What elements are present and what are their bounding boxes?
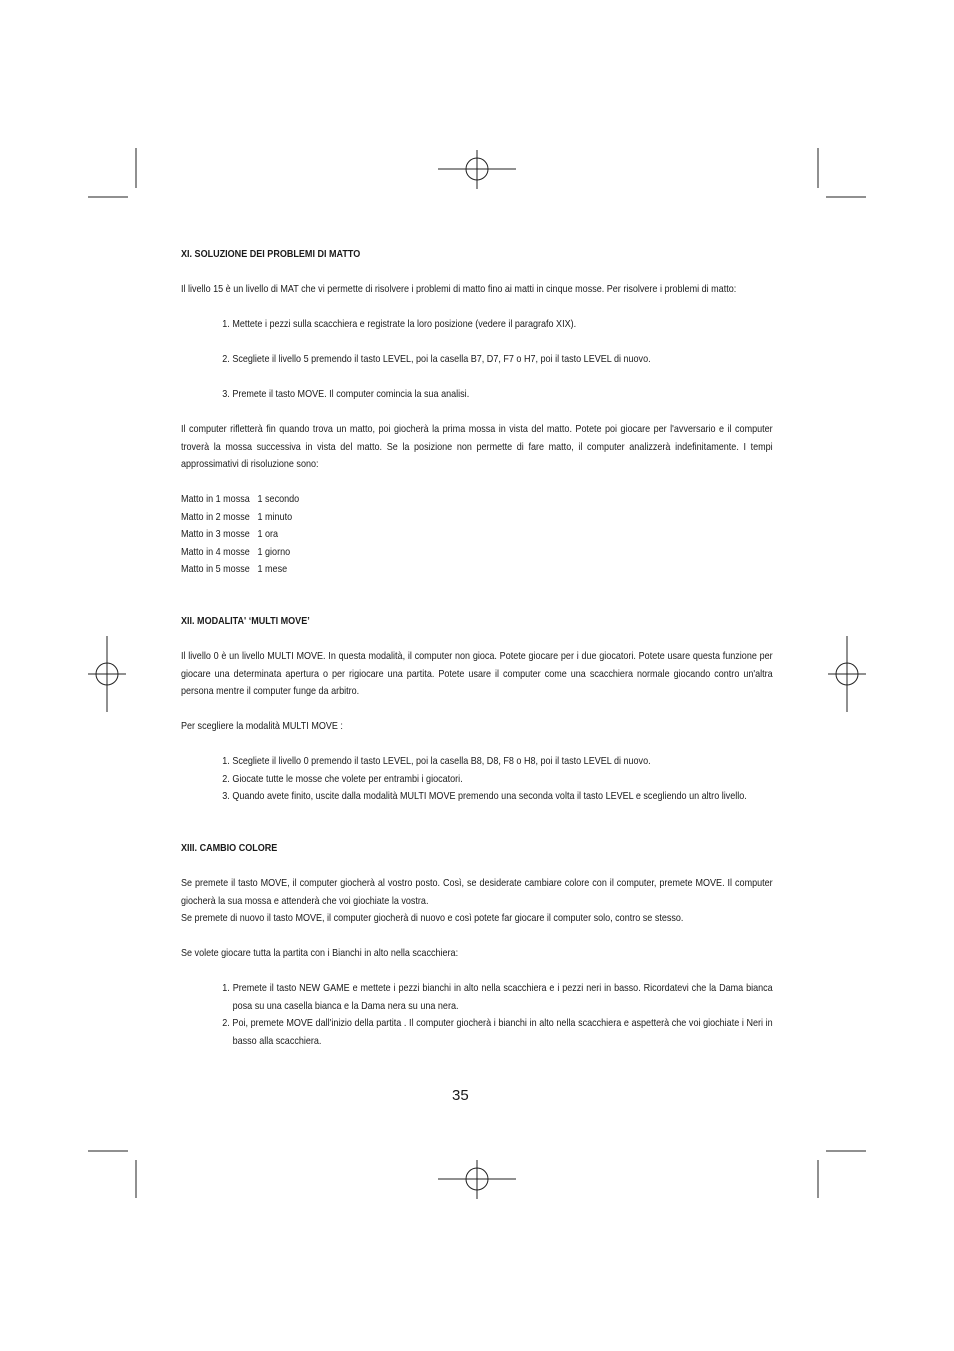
table-row: Matto in 5 mosse 1 mese <box>181 563 288 575</box>
section-xiii-intro-1: Se premete il tasto MOVE, il computer giocherà al vostro posto. Così, se desiderate cambiare colore con il computer, premete MOVE. Il computer giocherà la sua mossa e attenderà che voi giochiate la vostra. <box>181 877 773 907</box>
registration-mark-right <box>828 636 866 712</box>
section-xii-step-2: 2. Giocate tutte le mosse che volete per entrambi i giocatori. <box>222 772 463 785</box>
section-xi-step-2: 2. Scegliete il livello 5 premendo il tasto LEVEL, poi la casella B7, D7, F7 o H7, poi il tasto LEVEL di nuovo. <box>222 353 651 365</box>
page-number: 35 <box>452 1087 469 1104</box>
section-xi-body: Il computer rifletterà fin quando trova un matto, poi giocherà la prima mossa in vista del matto. Potete poi giocare per l'avversario e il computer troverà la mossa successiva in vista del matto. Se la posizione non permette di fare matto, il computer analizzerà indefinitamente. I tempi approssimativi di risoluzione sono: <box>181 423 773 470</box>
section-xii-step-1: 1. Scegliete il livello 0 premendo il tasto LEVEL, poi la casella B8, D8, F8 o H8, poi il tasto LEVEL di nuovo. <box>222 755 651 767</box>
table-row: Matto in 3 mosse 1 ora <box>181 528 279 540</box>
crop-mark-top-right <box>818 148 866 197</box>
registration-mark-left <box>88 636 126 712</box>
section-xiii-intro-2: Se premete di nuovo il tasto MOVE, il computer giocherà di nuovo e così potete far giocare il computer solo, contro se stesso. <box>181 912 684 924</box>
section-heading-xi: XI. SOLUZIONE DEI PROBLEMI DI MATTO <box>181 248 361 260</box>
section-heading-xii: XII. MODALITA' ‘MULTI MOVE’ <box>181 615 310 627</box>
crop-mark-top-left <box>88 148 136 197</box>
section-xii-intro: Il livello 0 è un livello MULTI MOVE. In questa modalità, il computer non gioca. Potete giocare per i due giocatori. Potete usare questa funzione per giocare una determinata apertura o per rigiocare una partita. Potete usare il computer come una scacchiera normale giocando contro un'altra persona mentre il computer funge da arbitro. <box>181 650 773 697</box>
section-xi-intro: Il livello 15 è un livello di MAT che vi permette di risolvere i problemi di matto fino ai matti in cinque mosse. Per risolvere i problemi di matto: <box>181 283 737 295</box>
section-xi-step-1: 1. Mettete i pezzi sulla scacchiera e registrate la loro posizione (vedere il paragrafo XIX). <box>222 318 577 330</box>
crop-mark-bottom-right <box>818 1151 866 1198</box>
section-xii-body: Per scegliere la modalità MULTI MOVE : <box>181 720 343 732</box>
table-row: Matto in 1 mossa 1 secondo <box>181 493 300 505</box>
table-row: Matto in 4 mosse 1 giorno <box>181 545 291 558</box>
section-xiii-body: Se volete giocare tutta la partita con i Bianchi in alto nella scacchiera: <box>181 947 459 959</box>
crop-mark-bottom-left <box>88 1151 136 1198</box>
section-xii-step-3: 3. Quando avete finito, uscite dalla modalità MULTI MOVE premendo una seconda volta il tasto LEVEL e scegliendo un altro livello. <box>222 790 747 802</box>
section-xiii-step-1: 1. Premete il tasto NEW GAME e mettete i pezzi bianchi in alto nella scacchiera e i pezzi neri in basso. Ricordatevi che la Dama bianca posa su una casella bianca e la Dama nera su una nera. <box>222 982 773 1012</box>
table-row: Matto in 2 mosse 1 minuto <box>181 510 293 523</box>
page-content <box>181 246 773 1050</box>
registration-mark-bottom <box>438 1160 516 1199</box>
section-xiii-step-2: 2. Poi, premete MOVE dall'inizio della partita . Il computer giocherà i bianchi in alto nella scacchiera e aspetterà che voi giochiate i Neri in basso alla scacchiera. <box>222 1017 773 1047</box>
mate-times-table <box>181 491 299 579</box>
section-heading-xiii: XIII. CAMBIO COLORE <box>181 842 278 854</box>
registration-mark-top <box>438 150 516 189</box>
section-xi-step-3: 3. Premete il tasto MOVE. Il computer comincia la sua analisi. <box>222 388 470 400</box>
